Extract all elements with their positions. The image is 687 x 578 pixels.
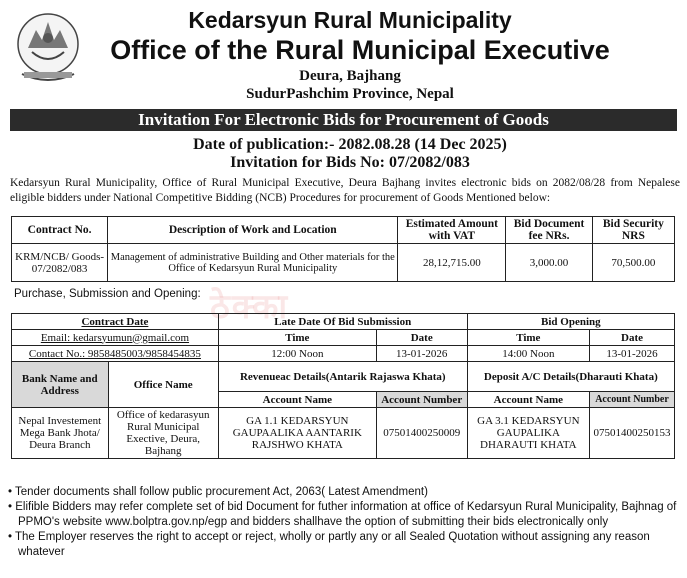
sub-time-hdr: Time [218,330,376,346]
dep-acc-name: GA 3.1 KEDARSYUN GAUPALIKA DHARAUTI KHATA [467,408,589,459]
cell-estimate: 28,12,715.00 [398,244,506,282]
rev-acc-name-hdr: Account Name [218,392,376,408]
address-line-2: SudurPashchim Province, Nepal [246,86,454,102]
note-item: • Tender documents shall follow public procurement Act, 2063( Latest Amendment) [8,486,428,498]
dep-acc-no-hdr: Account Number [590,392,675,408]
section-label: Purchase, Submission and Opening: [14,288,201,300]
cell-security: 70,500.00 [592,244,674,282]
bank-name-hdr: Bank Name and Address [12,362,109,408]
notes-list [8,485,680,560]
col-contract-no: Contract No. [12,217,108,244]
office-address: Office of kedarasyun Rural Municipal Exective, Deura, Bajhang [108,408,218,459]
cell-description: Management of administrative Building and Other materials for the Office of Kedarsyun Rural Municipality [108,244,398,282]
rev-acc-no: 07501400250009 [376,408,467,459]
address-line-1: Deura, Bajhang [299,68,401,84]
rev-acc-name: GA 1.1 KEDARSYUN GAUPAALIKA AANTARIK RAJSHWO KHATA [218,408,376,459]
col-description: Description of Work and Location [108,217,398,244]
office-name: Office of the Rural Municipal Executive [110,35,610,65]
intro-paragraph: Kedarsyun Rural Municipality, Office of Rural Municipal Executive, Deura Bajhang invites electronic bids on 2082/08/28 from Nepalese eligible bidders under National Competitive Bidding (NCB) Procedures for procurement of Goods Mentioned below: [10,177,680,204]
sub-time: 12:00 Noon [218,346,376,362]
col-estimate: Estimated Amount with VAT [398,217,506,244]
sub-date: 13-01-2026 [376,346,467,362]
contract-date-hdr: Contract Date [12,314,219,330]
open-date: 13-01-2026 [590,346,675,362]
watermark: ठेक्का [210,288,290,326]
office-name-hdr: Office Name [108,362,218,408]
open-time-hdr: Time [467,330,589,346]
municipality-name: Kedarsyun Rural Municipality [188,7,512,33]
bank-address: Nepal Investement Mega Bank Jhota/ Deura Branch [12,408,109,459]
col-security: Bid Security NRS [592,217,674,244]
open-date-hdr: Date [590,330,675,346]
rev-acc-no-hdr: Account Number [376,392,467,408]
late-date-hdr: Late Date Of Bid Submission [218,314,467,330]
contract-table [11,216,675,282]
dep-acc-no: 07501400250153 [590,408,675,459]
cell-fee: 3,000.00 [506,244,592,282]
info-table [11,313,675,459]
col-fee: Bid Document fee NRs. [506,217,592,244]
email-link[interactable]: Email: kedarsyumun@gmail.com [12,330,219,346]
dep-acc-name-hdr: Account Name [467,392,589,408]
cell-contract-no: KRM/NCB/ Goods-07/2082/083 [12,244,108,282]
ifb-number: Invitation for Bids No: 07/2082/083 [230,154,470,171]
publication-date: Date of publication:- 2082.08.28 (14 Dec 2025) [193,136,507,153]
revenue-hdr: Revenueac Details(Antarik Rajaswa Khata) [218,362,467,392]
note-item: • Elifible Bidders may refer complete set of bid Document for futher information at office of Kedarsyun Rural Municipality, Bajhnag of PPMO's website www.bolptra.gov.np/egp and bidders shallhave the option of submitting their bids electronically only [8,501,677,528]
bid-opening-hdr: Bid Opening [467,314,674,330]
nepal-emblem-logo [14,8,82,86]
sub-date-hdr: Date [376,330,467,346]
note-item: • The Employer reserves the right to accept or reject, wholly or partly any or all Sealed Quotation without assigning any reason whatever [8,531,650,558]
deposit-hdr: Deposit A/C Details(Dharauti Khata) [467,362,674,392]
contact-number: Contact No.: 9858485003/9858454835 [12,346,219,362]
title-banner: Invitation For Electronic Bids for Procurement of Goods [10,109,677,131]
open-time: 14:00 Noon [467,346,589,362]
